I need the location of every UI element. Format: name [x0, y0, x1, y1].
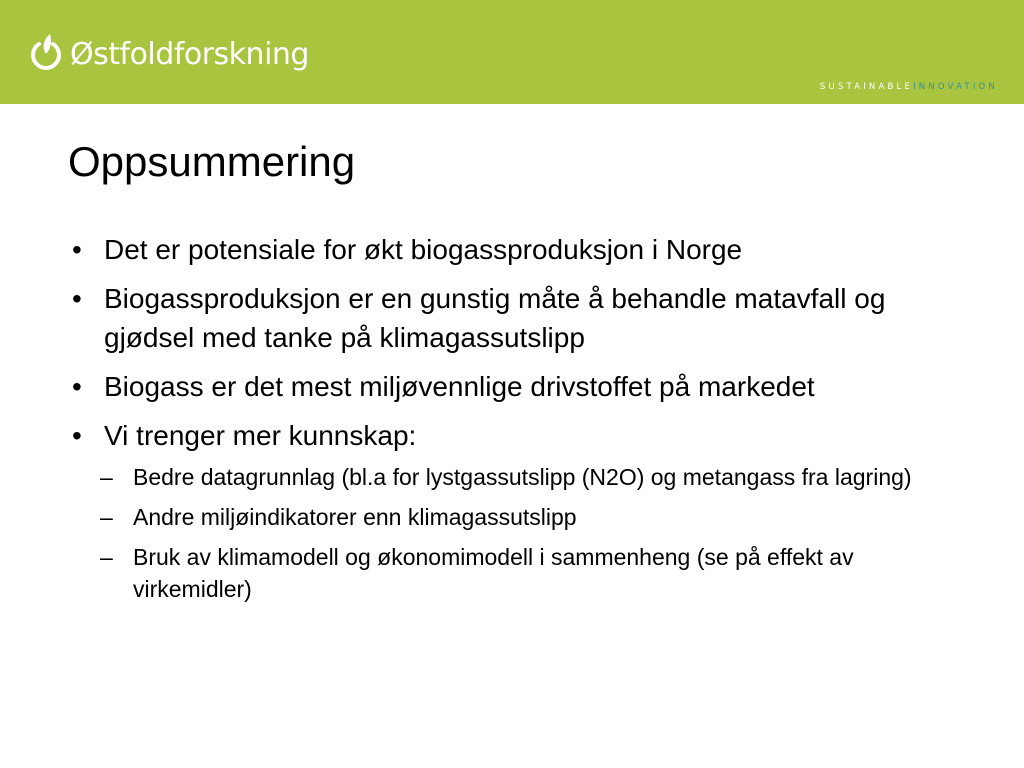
bullet-text: Biogass er det mest miljøvennlige drivstoffet på markedet: [104, 371, 815, 402]
brand-name: Østfoldforskning: [70, 36, 309, 72]
tagline-part1: SUSTAINABLE: [819, 82, 914, 92]
sub-bullet-text: Bruk av klimamodell og økonomimodell i sammenheng (se på effekt av virkemidler): [133, 544, 854, 602]
slide-title: Oppsummering: [68, 138, 356, 185]
bullet-mark: •: [72, 234, 82, 265]
bullet-text: Vi trenger mer kunnskap:: [104, 420, 417, 451]
list-item: [72, 230, 952, 269]
sub-list-item: [72, 461, 952, 493]
dash-mark: –: [100, 464, 113, 490]
sub-list-item: [72, 541, 952, 605]
bullet-mark: •: [72, 420, 82, 451]
dash-mark: –: [100, 504, 113, 530]
brand-logo: [28, 26, 309, 78]
dash-mark: –: [100, 544, 113, 570]
sub-bullet-list: [72, 461, 952, 605]
bullet-list: [72, 230, 952, 613]
bullet-mark: •: [72, 371, 82, 402]
bullet-text: Det er potensiale for økt biogassproduksjon i Norge: [104, 234, 743, 265]
leaf-circle-icon: [28, 32, 64, 72]
sub-list-item: [72, 501, 952, 533]
header-band: [0, 0, 1024, 104]
list-item: [72, 279, 952, 357]
bullet-text: Biogassproduksjon er en gunstig måte å behandle matavfall og gjødsel med tanke på klimagassutslipp: [104, 283, 886, 353]
tagline-part2: INNOVATION: [913, 82, 998, 92]
tagline: [820, 82, 998, 92]
sub-bullet-text: Andre miljøindikatorer enn klimagassutslipp: [133, 504, 577, 530]
list-item: [72, 367, 952, 406]
list-item: [72, 416, 952, 455]
sub-bullet-text: Bedre datagrunnlag (bl.a for lystgassutslipp (N2O) og metangass fra lagring): [133, 464, 912, 490]
bullet-mark: •: [72, 283, 82, 314]
